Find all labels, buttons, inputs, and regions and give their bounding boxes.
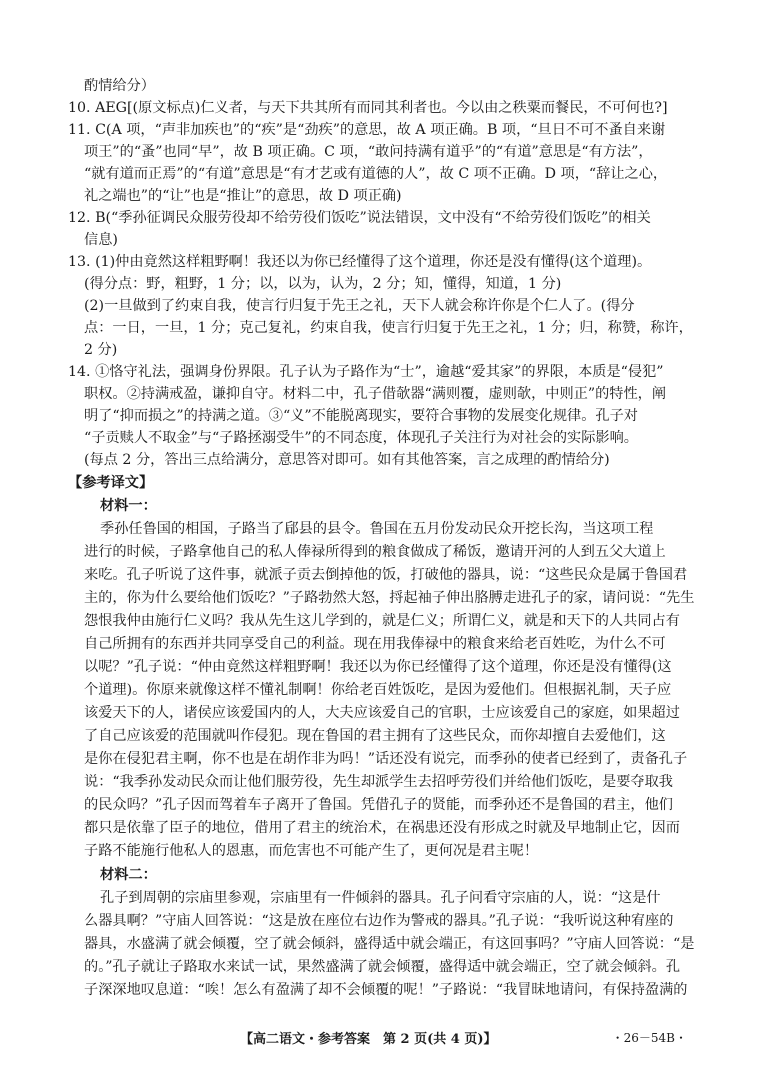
translation-heading: 【参考译文】 bbox=[68, 475, 154, 491]
page-footer: 【高二语文・参考答案 第 2 页(共 4 页)】 bbox=[240, 1032, 497, 1047]
translation-line: 器具，水盛满了就会倾覆，空了就会倾斜，盛得适中就会端正，有这回事吗？”守庙人回答说：“是 bbox=[84, 936, 695, 952]
translation-line: 孔子到周朝的宗庙里参观，宗庙里有一件倾斜的器具。孔子问看守宗庙的人，说：“这是什 bbox=[100, 890, 661, 906]
answer-12-line: 12. B(“季孙征调民众服劳役却不给劳役们饭吃”说法错误，文中没有“不给劳役们饭吃”的相关 bbox=[68, 210, 651, 226]
translation-line: 来吃。孔子听说了这件事，就派子贡去倒掉他的饭，打破他的器具，说：“这些民众是属于鲁国君 bbox=[84, 567, 688, 583]
translation-line: 以呢？”孔子说：“仲由竟然这样粗野啊！我还以为你已经懂得了这个道理，你还是没有懂得(这 bbox=[84, 659, 672, 675]
answer-continuation: 酌情给分） bbox=[84, 78, 155, 94]
translation-line: 季孙任鲁国的相国，子路当了郈县的县令。鲁国在五月份发动民众开挖长沟，当这项工程 bbox=[100, 521, 654, 537]
material-2-title: 材料二： bbox=[100, 867, 157, 883]
answer-14-line: (每点 2 分，答出三点给满分，意思答对即可。如有其他答案，言之成理的酌情给分) bbox=[84, 452, 610, 468]
answer-13-line: 13. (1)仲由竟然这样粗野啊！我还以为你已经懂得了这个道理，你还是没有懂得(这个道理)。 bbox=[68, 254, 652, 270]
answer-14-line: “子贡赎人不取金”与“子路拯溺受牛”的不同态度，体现孔子关注行为对社会的实际影响。 bbox=[84, 430, 638, 446]
answer-13-line: (2)一旦做到了约束自我，使言行归复于先王之礼，天下人就会称许你是个仁人了。(得分 bbox=[84, 298, 635, 314]
translation-line: 主的，你为什么要给他们饭吃？”子路勃然大怒，捋起袖子伸出胳膊走进孔子的家，请问说：“先生 bbox=[84, 590, 695, 606]
answer-10: 10. AEG[(原文标点)仁义者，与天下共其所有而同其利者也。今以由之秩粟而餐民，不可何也?] bbox=[68, 100, 668, 116]
translation-line: 是你在侵犯君主啊，你不也是在胡作非为吗！”话还没有说完，而季孙的使者已经到了，责备孔子 bbox=[84, 751, 688, 767]
translation-line: 子深深地叹息道：“唉！怎么有盈满了却不会倾覆的呢！”子路说：“我冒昧地请问，有保持盈满的 bbox=[84, 982, 688, 998]
translation-line: 该爱天下的人，诸侯应该爱国内的人，大夫应该爱自己的官职，士应该爱自己的家庭，如果超过 bbox=[84, 705, 680, 721]
answer-11-line: 项王”的“蚤”也同“早”，故 B 项正确。C 项，“敢问持满有道乎”的“有道”意思是“有方法”， bbox=[84, 144, 653, 160]
answer-11-line: 11. C(A 项，“声非加疾也”的“疾”是“劲疾”的意思，故 A 项正确。B 项，“旦日不可不蚤自来谢 bbox=[68, 122, 666, 138]
translation-line: 说：“我季孙发动民众而让他们服劳役，先生却派学生去招呼劳役们并给他们饭吃，是要夺取我 bbox=[84, 774, 673, 790]
page-code: ・26－54B・ bbox=[611, 1031, 687, 1045]
translation-line: 自己所拥有的东西并共同享受自己的利益。现在用我俸禄中的粮食来给老百姓吃，为什么不可 bbox=[84, 636, 666, 652]
answer-12-line: 信息) bbox=[84, 232, 118, 248]
answer-14-line: 14. ①恪守礼法，强调身份界限。孔子认为子路作为“士”，逾越“爱其家”的界限，本质是“侵犯” bbox=[68, 364, 664, 380]
answer-13-line: (得分点：野，粗野，1 分；以，以为，认为，2 分；知，懂得，知道，1 分) bbox=[84, 276, 562, 292]
answer-13-line: 点：一日，一旦，1 分；克己复礼，约束自我，使言行归复于先王之礼，1 分；归，称赞，称许， bbox=[84, 320, 693, 336]
translation-line: 子路不能施行他私人的恩惠，而危害也不可能产生了，更何况是君主呢！ bbox=[84, 843, 539, 859]
translation-line: 个道理)。你原来就像这样不懂礼制啊！你给老百姓饭吃，是因为爱他们。但根据礼制，天子应 bbox=[84, 682, 672, 698]
translation-line: 么器具啊？”守庙人回答说：“这是放在座位右边作为警戒的器具。”孔子说：“我听说这种宥座的 bbox=[84, 913, 674, 929]
translation-line: 怨恨我仲由施行仁义吗？我从先生这儿学到的，就是仁义；所谓仁义，就是和天下的人共同占有 bbox=[84, 613, 680, 629]
translation-line: 都只是依靠了臣子的地位，借用了君主的统治术，在祸患还没有形成之时就及早地制止它，因而 bbox=[84, 820, 680, 836]
translation-line: 了自己应该爱的范围就叫作侵犯。现在鲁国的君主拥有了这些民众，而你却擅自去爱他们，这 bbox=[84, 728, 666, 744]
answer-11-line: 礼之端也”的“让”也是“推让”的意思，故 D 项正确) bbox=[84, 188, 402, 204]
material-1-title: 材料一： bbox=[100, 498, 157, 514]
translation-line: 的。”孔子就让子路取水来试一试，果然盛满了就会倾覆，盛得适中就会端正，空了就会倾斜。孔 bbox=[84, 959, 681, 975]
answer-14-line: 明了“抑而损之”的持满之道。③“义”不能脱离现实，要符合事物的发展变化规律。孔子对 bbox=[84, 408, 638, 424]
answer-11-line: “就有道而正焉”的“有道”意思是“有才艺或有道德的人”，故 C 项不正确。D 项，“辞让之心， bbox=[84, 166, 668, 182]
answer-14-line: 职权。②持满戒盈，谦抑自守。材料二中，孔子借欹器“满则覆，虚则欹，中则正”的特性，阐 bbox=[84, 386, 667, 402]
answer-13-line: 2 分) bbox=[84, 342, 118, 358]
translation-line: 的民众吗？”孔子因而驾着车子离开了鲁国。凭借孔子的贤能，而季孙还不是鲁国的君主，他们 bbox=[84, 797, 673, 813]
translation-line: 进行的时候，子路拿他自己的私人俸禄所得到的粮食做成了稀饭，邀请开河的人到五父大道上 bbox=[84, 544, 666, 560]
